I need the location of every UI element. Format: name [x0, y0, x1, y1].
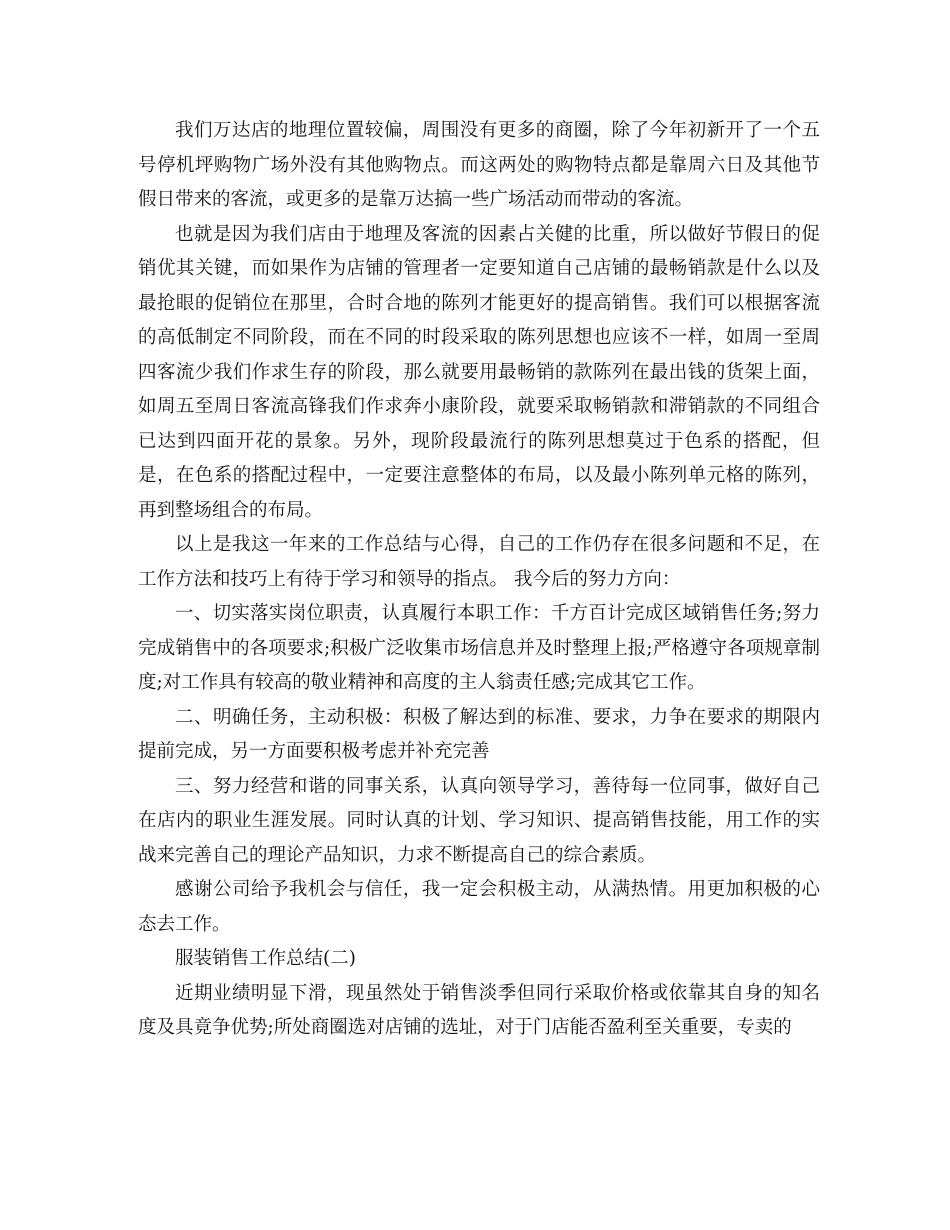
paragraph-display-strategy: 也就是因为我们店由于地理及客流的因素占关健的比重，所以做好节假日的促销优其关键，而如果作为店铺的管理者一定要知道自己店铺的最畅销款是什么以及最抢眼的促销位在那里，合时合地的陈列才能更好的提高销售。我们可以根据客流的高低制定不同阶段，而在不同的时段采取的陈列思想也应该不一样，如周一至周四客流少我们作求生存的阶段，那么就要用最畅销的款陈列在最出钱的货架上面，如周五至周日客流高锋我们作求奔小康阶段，就要采取畅销款和滞销款的不同组合已达到四面开花的景象。另外，现阶段最流行的陈列思想莫过于色系的搭配，但是，在色系的搭配过程中，一定要注意整体的布局，以及最小陈列单元格的陈列，再到整场组合的布局。: [138, 223, 820, 521]
paragraph-summary: 以上是我这一年来的工作总结与心得，自己的工作仍存在很多问题和不足，在工作方法和技巧上有待于学习和领导的指点。 我今后的努力方向：: [138, 534, 820, 590]
paragraph-thanks: 感谢公司给予我机会与信任，我一定会积极主动，从满热情。用更加积极的心态去工作。: [138, 879, 820, 935]
section-heading: 服装销售工作总结(二): [175, 948, 356, 969]
paragraph-goal-three: 三、努力经营和谐的同事关系，认真向领导学习，善待每一位同事，做好自己在店内的职业生涯发展。同时认真的计划、学习知识、提高销售技能，用工作的实战来完善自己的理论产品知识，力求不断提高自己的综合素质。: [138, 775, 820, 866]
document-body: [138, 114, 820, 1046]
paragraph-goal-two: 二、明确任务，主动积极：积极了解达到的标准、要求，力争在要求的期限内提前完成，另一方面要积极考虑并补充完善: [138, 706, 820, 762]
paragraph-goal-one: 一、切实落实岗位职责，认真履行本职工作：千方百计完成区域销售任务;努力完成销售中的各项要求;积极广泛收集市场信息并及时整理上报;严格遵守各项规章制度;对工作具有较高的敬业精神和高度的主人翁责任感;完成其它工作。: [138, 603, 820, 693]
paragraph-sales-decline: 近期业绩明显下滑，现虽然处于销售淡季但同行采取价格或依靠其自身的知名度及具竟争优势;所处商圈选对店铺的选址，对于门店能否盈利至关重要，专卖的: [138, 982, 820, 1038]
paragraph-location: 我们万达店的地理位置较偏，周围没有更多的商圈，除了今年初新开了一个五号停机坪购物广场外没有其他购物点。而这两处的购物特点都是靠周六日及其他节假日带来的客流，或更多的是靠万达搞一些广场活动而带动的客流。: [138, 120, 820, 210]
